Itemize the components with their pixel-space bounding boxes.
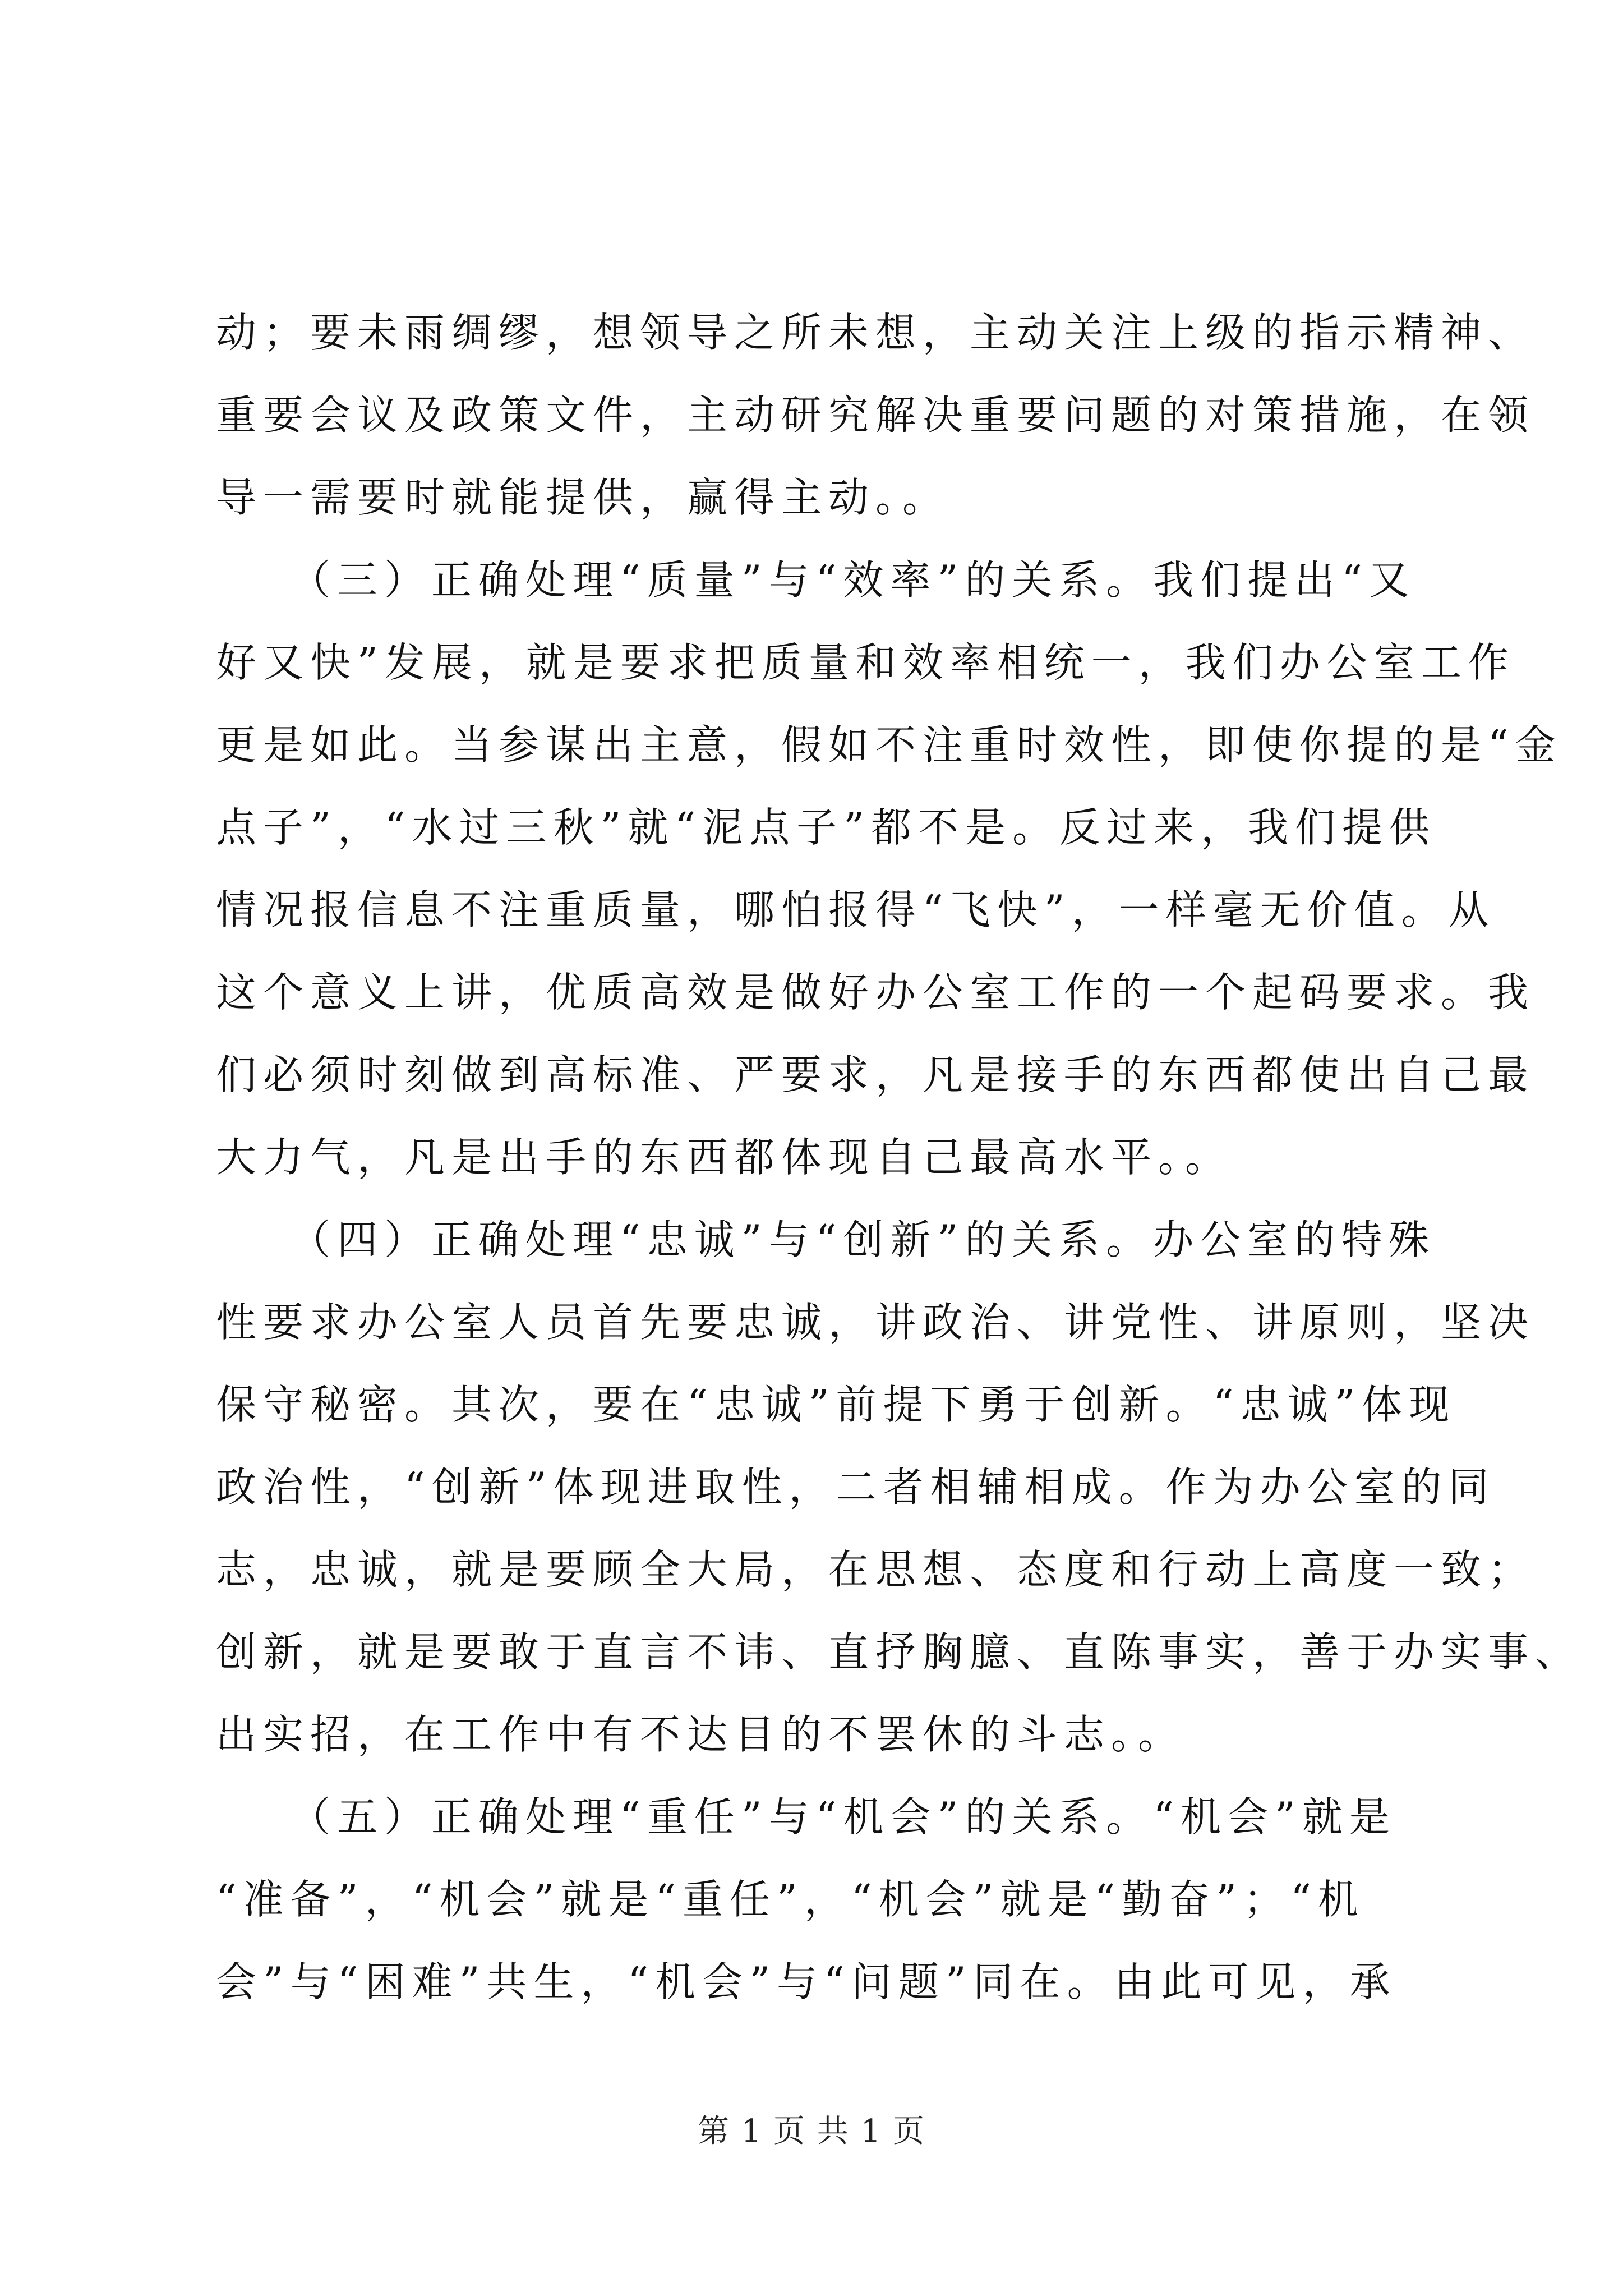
text-line: 大力气，凡是出手的东西都体现自己最高水平。。 bbox=[216, 1134, 1233, 1181]
text-line: 这个意义上讲，优质高效是做好办公室工作的一个起码要求。我 bbox=[216, 969, 1536, 1016]
text-line: （三）正确处理“质量”与“效率”的关系。我们提出“又 bbox=[216, 556, 1417, 604]
text-line: （五）正确处理“重任”与“机会”的关系。“机会”就是 bbox=[216, 1793, 1396, 1841]
text-line: 出实招，在工作中有不达目的不罢休的斗志。。 bbox=[216, 1711, 1186, 1758]
text-line: 政治性，“创新”体现进取性，二者相辅相成。作为办公室的同 bbox=[216, 1464, 1496, 1511]
text-line: 保守秘密。其次，要在“忠诚”前提下勇于创新。“忠诚”体现 bbox=[216, 1381, 1456, 1428]
text-line: 们必须时刻做到高标准、严要求，凡是接手的东西都使出自己最 bbox=[216, 1051, 1536, 1098]
text-line: 会”与“困难”共生，“机会”与“问题”同在。由此可见，承 bbox=[216, 1958, 1397, 2005]
text-line: 好又快”发展，就是要求把质量和效率相统一，我们办公室工作 bbox=[216, 639, 1515, 686]
text-line: 导一需要时就能提供，赢得主动。。 bbox=[216, 474, 950, 521]
text-line: 重要会议及政策文件，主动研究解决重要问题的对策措施，在领 bbox=[216, 392, 1536, 439]
text-line: “准备”，“机会”就是“重任”，“机会”就是“勤奋”；“机 bbox=[216, 1876, 1365, 1923]
text-line: 志，忠诚，就是要顾全大局，在思想、态度和行动上高度一致； bbox=[216, 1546, 1536, 1593]
text-line: （四）正确处理“忠诚”与“创新”的关系。办公室的特殊 bbox=[216, 1216, 1436, 1263]
text-line: 更是如此。当参谋出主意，假如不注重时效性，即使你提的是“金 bbox=[216, 721, 1562, 769]
text-line: 情况报信息不注重质量，哪怕报得“飞快”，一样毫无价值。从 bbox=[216, 886, 1496, 933]
text-line: 点子”，“水过三秋”就“泥点子”都不是。反过来，我们提供 bbox=[216, 804, 1437, 851]
text-line: 创新，就是要敢于直言不讳、直抒胸臆、直陈事实，善于办实事、 bbox=[216, 1628, 1583, 1676]
body-text bbox=[216, 292, 1583, 2023]
text-line: 动；要未雨绸缪，想领导之所未想，主动关注上级的指示精神、 bbox=[216, 309, 1536, 356]
text-line: 性要求办公室人员首先要忠诚，讲政治、讲党性、讲原则，坚决 bbox=[216, 1299, 1536, 1346]
page-number-footer: 第 1 页 共 1 页 bbox=[697, 2113, 926, 2150]
